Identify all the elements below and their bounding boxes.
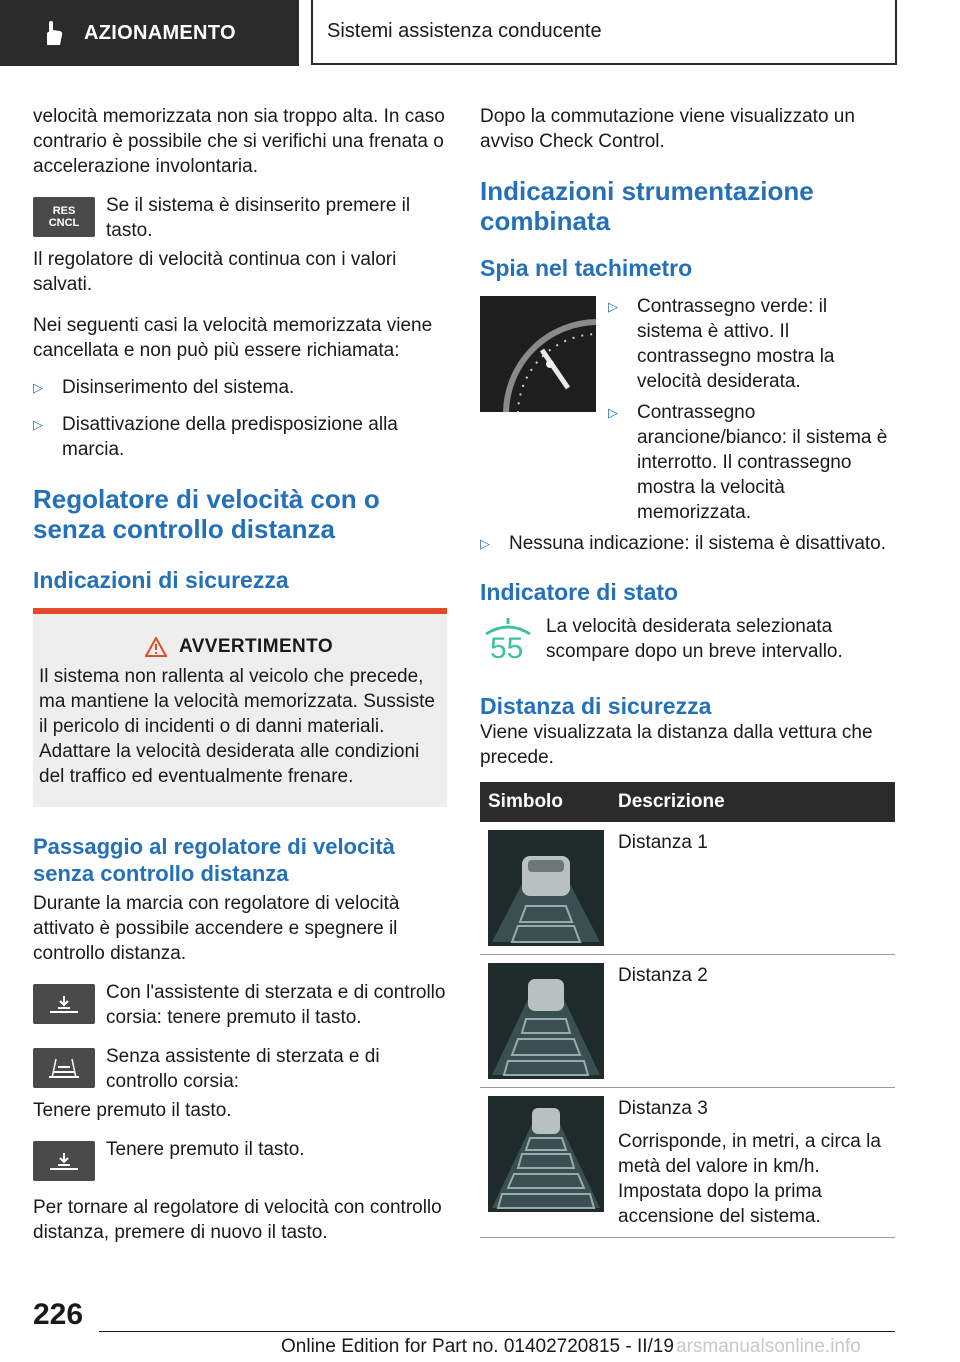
bullet-text: Contrassegno arancione/bianco: il sistema è interrotto. Il contrassegno mostra la velocità memorizzata. [637,402,888,523]
section-title: AZIONAMENTO [84,21,236,44]
page-number: 226 [33,1298,84,1331]
table-row [480,822,895,955]
table-header [480,782,895,822]
col-description: Descrizione [610,782,895,822]
list-item [608,294,895,394]
warning-title-text: AVVERTIMENTO [179,636,333,657]
status-speed-icon [480,614,536,670]
triangle-bullet-icon: ▷ [480,536,490,551]
distance-3-icon [488,1096,604,1212]
return-paragraph: Per tornare al regolatore di velocità con controllo distanza, premere di nuovo il tasto. [33,1197,442,1243]
distance-key-row-2 [33,1044,447,1094]
key2-text: Senza assistente di sterzata e di controllo corsia: [106,1046,380,1092]
list-item [33,412,447,462]
table-row [480,1088,895,1238]
steering-wheel-hand-icon [38,19,66,47]
triangle-bullet-icon: ▷ [33,417,43,432]
distance-key-row-1 [33,980,447,1030]
status-text: La velocità desiderata selezionata scompare dopo un breve intervallo. [546,616,843,662]
section-tab [0,0,299,66]
distance-table [480,782,895,1238]
checkcontrol-paragraph: Dopo la commutazione viene visualizzato un avviso Check Control. [480,106,855,152]
section-heading: Regolatore di velocità con o senza controllo distanza [33,484,380,544]
speedo-block [480,296,895,525]
status-block [480,614,895,670]
triangle-bullet-icon: ▷ [608,405,618,420]
description-cell [610,822,895,955]
distance-3-label: Distanza 3 [618,1098,708,1119]
col-symbol: Simbolo [480,782,610,822]
description-cell [610,1088,895,1238]
bullet-text: Disattivazione della predisposizione alla marcia. [62,414,398,460]
distance-heading: Distanza di sicurezza [480,693,712,719]
chapter-title: Sistemi assistenza conducente [327,20,602,42]
symbol-cell [480,822,610,955]
distance-1-icon [488,830,604,946]
triangle-bullet-icon: ▷ [33,380,43,395]
distance-3-note: Corrisponde, in metri, a circa la metà del valore in km/h. Impostata dopo la prima accensione del sistema. [618,1131,881,1227]
key1-text: Con l'assistente di sterzata e di controllo corsia: tenere premuto il tasto. [106,982,446,1028]
footer-divider [99,1331,895,1332]
warning-text: Il sistema non rallenta al veicolo che precede, ma mantiene la velocità memorizzata. Sussiste il pericolo di incidenti o di danni materiali. Adattare la velocità desiderata alle condizioni del traffico ed eventualmente frenare. [39,666,435,787]
bullet-text: Disinserimento del sistema. [62,377,295,398]
distance-control-button-icon [33,984,95,1024]
warning-box [33,608,447,807]
status-speed-value: 55 [490,632,524,665]
instrument-heading: Indicazioni strumentazione combinata [480,176,814,236]
symbol-cell [480,955,610,1088]
speedo-heading: Spia nel tachimetro [480,255,693,281]
edition-text: Online Edition for Part no. 01402720815 - II/19 [281,1336,674,1357]
res-key-text: Se il sistema è disinserito premere il tasto. [106,195,411,241]
left-column [33,104,447,1245]
distance-paragraph: Viene visualizzata la distanza dalla vettura che precede. [480,722,873,768]
safety-heading: Indicazioni di sicurezza [33,567,289,593]
status-heading: Indicatore di stato [480,579,679,605]
distance-2-label: Distanza 2 [618,965,708,986]
warning-title [39,636,439,658]
cancel-intro-paragraph: Nei seguenti casi la velocità memorizzata viene cancellata e non può più essere richiamata: [33,315,433,361]
speedometer-marker-image [480,296,596,412]
cncl-label: CNCL [48,217,80,229]
description-cell [610,955,895,1088]
list-item [33,375,447,400]
right-column [480,104,895,1238]
list-item [480,531,895,556]
key3-text: Tenere premuto il tasto. [106,1139,305,1160]
switch-paragraph: Durante la marcia con regolatore di velocità attivato è possibile accendere e spegnere il controllo distanza. [33,893,400,964]
distance-2-icon [488,963,604,1079]
triangle-bullet-icon: ▷ [608,299,618,314]
intro-paragraph: velocità memorizzata non sia troppo alta. In caso contrario è possibile che si verifichi una frenata o accelerazione involontaria. [33,106,445,177]
list-item [608,400,895,525]
resume-paragraph: Il regolatore di velocità continua con i valori salvati. [33,249,397,295]
distance-lane-button-icon [33,1048,95,1088]
symbol-cell [480,1088,610,1238]
warning-triangle-icon [145,637,167,657]
switch-heading: Passaggio al regolatore di velocità senza controllo distanza [33,834,395,886]
distance-1-label: Distanza 1 [618,832,708,853]
hold-paragraph: Tenere premuto il tasto. [33,1100,232,1121]
res-cncl-button-icon [33,197,95,237]
res-label: RES [52,205,76,217]
distance-control-button-icon [33,1141,95,1181]
bullet-text: Nessuna indicazione: il sistema è disattivato. [509,533,887,554]
bullet-text: Contrassegno verde: il sistema è attivo. Il contrassegno mostra la velocità desiderata. [637,296,835,392]
res-key-row [33,193,447,243]
watermark: arsmanualsonline.info [676,1336,861,1357]
table-row [480,955,895,1088]
chapter-tab [311,0,897,65]
distance-key-row-3 [33,1137,447,1181]
